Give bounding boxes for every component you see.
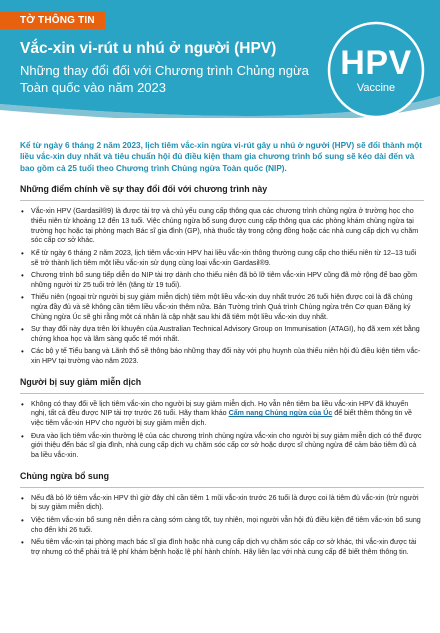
list-item: • Các bộ y tế Tiểu bang và Lãnh thổ sẽ thông báo những thay đổi này với phụ huynh của thiếu niên hội đủ điều kiện tiêm vắc-xin HPV tại trường vào năm 2023. (20, 347, 424, 366)
hpv-logo-text: HPV (340, 44, 412, 82)
immunisation-handbook-link[interactable]: Cẩm nang Chủng ngừa của Úc (228, 409, 333, 418)
page-title: Vắc-xin vi-rút u nhú ở người (HPV) (20, 40, 277, 57)
list-item-text: Không có thay đổi về lịch tiêm vắc-xin cho người bị suy giảm miễn dịch. Họ vẫn nên tiêm ba liều vắc-xin HPV đã khuyến nghị, tất cả đều được NIP tài trợ trước 26 tuổi. Hãy tham khảo (31, 399, 409, 418)
key-points-list (20, 207, 424, 367)
intro-paragraph: Kể từ ngày 6 tháng 2 năm 2023, lịch tiêm vắc-xin ngừa vi-rút gây u nhú ở người (HPV) sẽ đổi thành một liều vắc-xin duy nhất và tiêu chuẩn hội đủ điều kiện tham gia chương trình bổ sung sẽ kéo dài đến và bao gồm cả 25 tuổi theo Chương trình Chủng ngừa Toàn quốc (NIP). (20, 141, 423, 173)
section-divider (20, 200, 424, 201)
main-content (20, 140, 424, 567)
list-item: • Vắc-xin HPV (Gardasil®9) là được tài trợ và chủ yếu cung cấp thông qua các chương trình chủng ngừa ở trường học cho thiếu niên từ khoảng 12 đến 13 tuổi. Việc chủng ngừa bổ sung được cung cấp thông qua các phòng khám chủng ngừa tại trường học hoặc tại phòng mạch Bác sĩ gia đình (GP), nhà thuốc tây trong cộng đồng hoặc các nhà cung cấp dịch vụ chăm sóc cấp cơ sở khác. (20, 207, 424, 246)
list-item: • Nếu tiêm vắc-xin tại phòng mạch bác sĩ gia đình hoặc nhà cung cấp dịch vụ chăm sóc cấp cơ sở khác, thì vắc-xin được tài trợ nhưng có thể phải trả lệ phí khám bệnh hoặc lệ phí hành chính. Hãy liên lạc với nhà cung cấp để biết thêm thông tin. (20, 538, 424, 557)
header-banner (0, 0, 440, 118)
hpv-vaccine-logo (331, 46, 421, 94)
list-item: • Đưa vào lịch tiêm vắc-xin thường lệ của các chương trình chủng ngừa vắc-xin cho người bị suy giảm miễn dịch có thể được giới thiệu đến bác sĩ gia đình, nhà cung cấp dịch vụ chăm sóc cấp cơ sở hoặc dược sĩ chủng ngừa để cảm bảo tiêm đủ cả ba liều vắc-xin. (20, 432, 424, 461)
section-heading-catch-up: Chủng ngừa bổ sung (20, 470, 109, 481)
list-item: • Sự thay đổi này dựa trên lời khuyên của Australian Technical Advisory Group on Immunisation (ATAGI), họ đã xem xét bằng chứng khoa học và lâm sàng quốc tế mới nhất. (20, 325, 424, 344)
section-divider (20, 487, 424, 488)
catch-up-list (20, 494, 424, 558)
list-item: • Thiếu niên (ngoại trừ người bị suy giảm miễn dịch) tiêm một liều vắc-xin duy nhất trước 26 tuổi hiện được coi là đã chủng ngừa đầy đủ và sẽ không cần tiêm liều vắc-xin thêm nữa. Bản Tường trình Quá trình Chủng ngừa trên Cơ quan Đăng ký Chủng ngừa Úc sẽ ghi rằng một cá nhân là cập nhật sau khi đã tiêm một liều vắc-xin duy nhất. (20, 293, 424, 322)
list-item: • Nếu đã bỏ lỡ tiêm vắc-xin HPV thì giờ đây chỉ cần tiêm 1 mũi vắc-xin trước 26 tuổi là được coi là tiêm đủ vắc-xin (trừ người bị suy giảm miễn dịch). (20, 494, 424, 513)
immunocompromised-list (20, 400, 424, 461)
list-item: • Kể từ ngày 6 tháng 2 năm 2023, lịch tiêm vắc-xin HPV hai liều vắc-xin thông thường cung cấp cho thiếu niên từ 12–13 tuổi sẽ trở thành lịch tiêm một liều vắc-xin sử dụng cùng loại vắc-xin Gardasil®9. (20, 249, 424, 268)
fact-sheet-tag: TỜ THÔNG TIN (0, 12, 105, 29)
vaccine-logo-text: Vaccine (356, 82, 396, 94)
section-heading-immunocompromised: Người bị suy giảm miễn dịch (20, 376, 142, 387)
list-item-text: để biết thêm thông tin về việc tiêm vắc-xin HPV cho người bị suy giảm miễn dịch. (31, 409, 412, 428)
section-heading-key-points: Những điểm chính về sự thay đổi đối với chương trình này (20, 184, 268, 195)
page-subtitle: Những thay đổi đối với Chương trình Chủng ngừa Toàn quốc vào năm 2023 (20, 63, 309, 95)
list-item: • Việc tiêm vắc-xin bổ sung nên diễn ra càng sớm càng tốt, tuy nhiên, mọi người vẫn hội đủ điều kiện để tiêm vắc-xin bổ sung cho đến khi 26 tuổi. (20, 516, 424, 535)
section-divider (20, 393, 424, 394)
list-item: • Chương trình bổ sung tiếp diễn do NIP tài trợ dành cho thiếu niên đã bỏ lỡ tiêm vắc-xin HPV cũng đã mở rộng để bao gồm những người từ 25 tuổi trở lên (tăng từ 19 tuổi). (20, 271, 424, 290)
list-item (20, 400, 424, 429)
